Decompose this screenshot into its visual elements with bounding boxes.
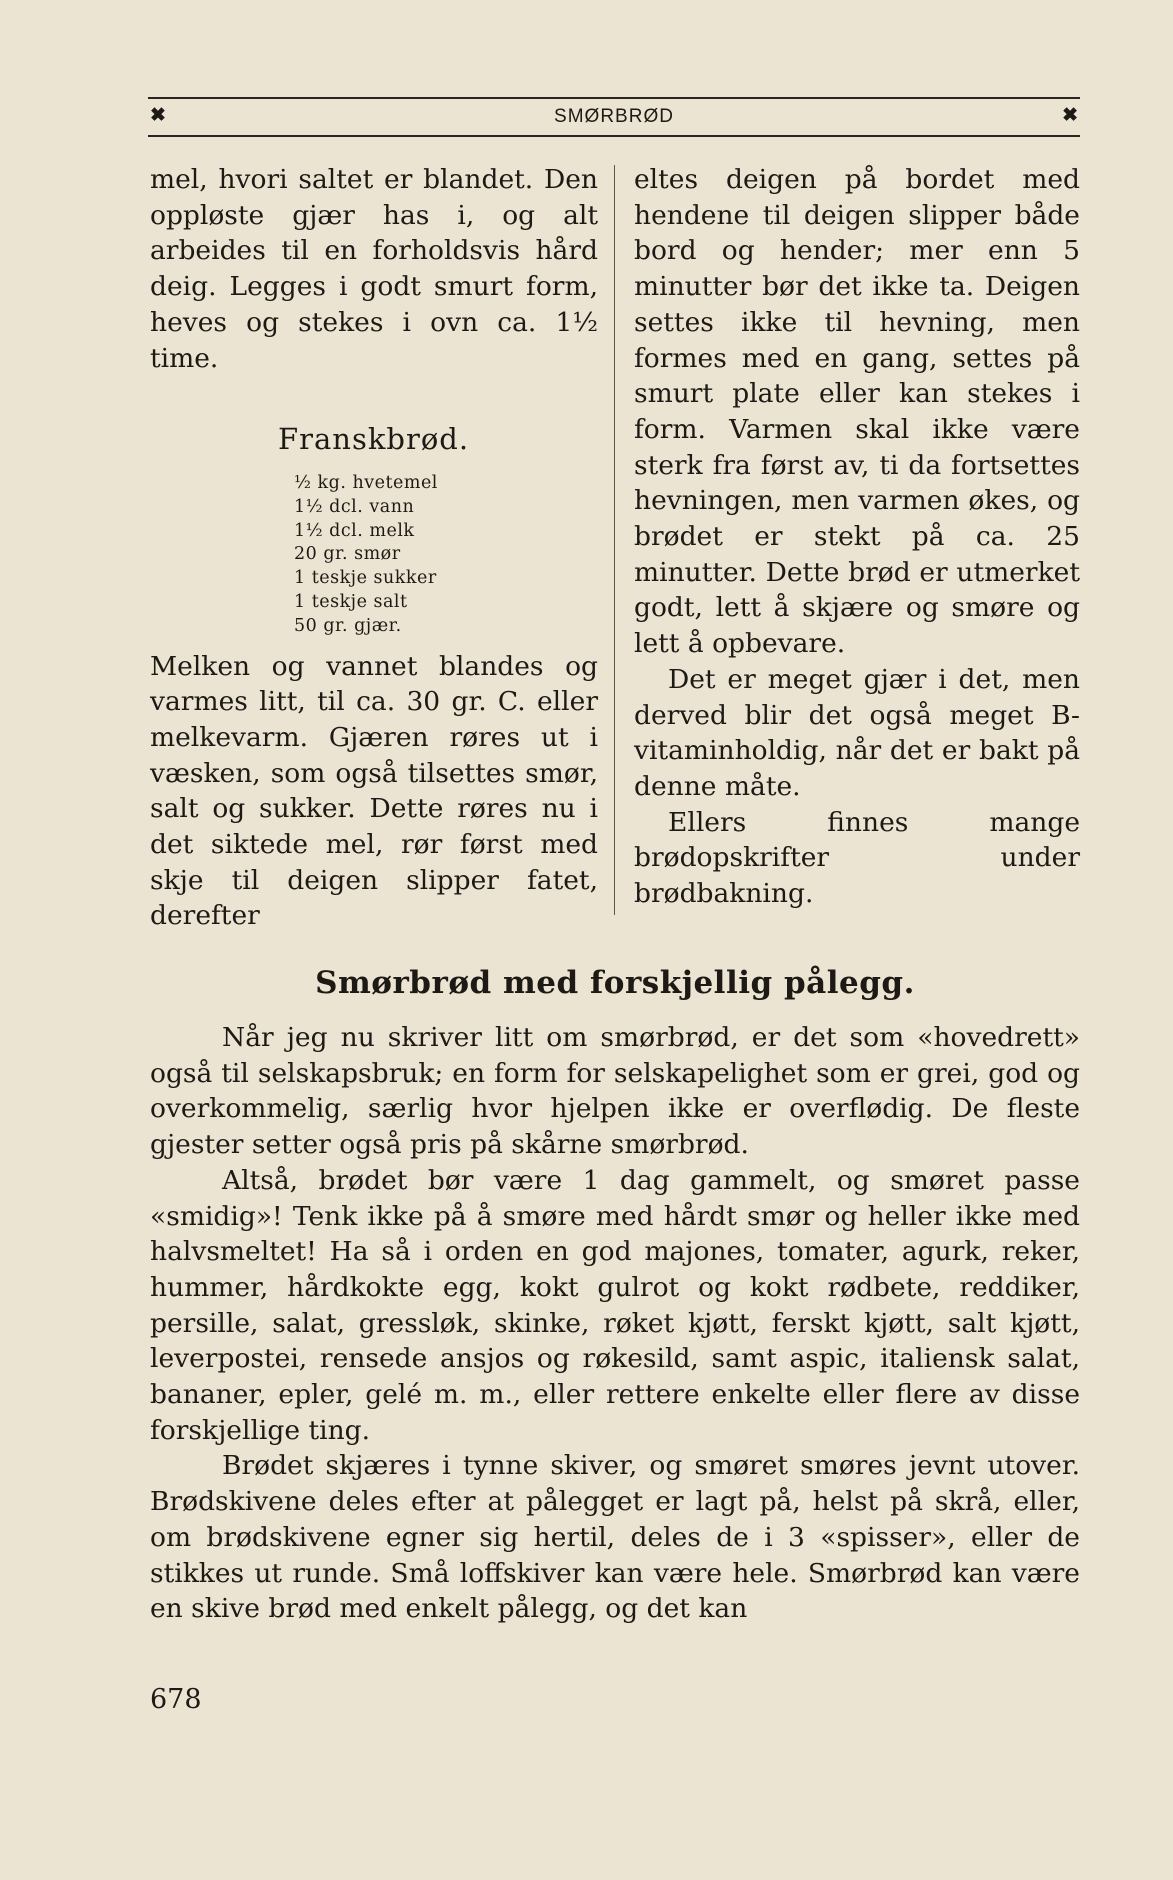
ingredient-list (294, 472, 598, 639)
ingredient-item: 1½ dcl. melk (294, 520, 415, 541)
recipe-title: Franskbrød. (278, 422, 470, 457)
body-paragraph: Når jeg nu skriver litt om smørbrød, er det som «hovedrett» også til selskapsbruk; en form for selskapelighet som er grei, god og overkommelig, særlig hvor hjelpen ikke er overflødig. De fleste gjester setter også pris på skårne smørbrød. (150, 1022, 1080, 1161)
method-continued-paragraph: eltes deigen på bordet med hendene til deigen slipper både bord og hender; mer enn 5 minutter bør det ikke ta. Deigen settes ikke til hevning, men formes med en gang, settes på smurt plate eller kan stekes i form. Varmen skal ikke være sterk fra først av, ti da fortsettes hevningen, men varmen økes, og brødet er stekt på ca. 25 minutter. Dette brød er utmerket godt, lett å skjære og smøre og lett å opbevare. (634, 164, 1080, 660)
header-ornament-right: ✖ (1062, 104, 1078, 126)
section-body (150, 1020, 1080, 1627)
column-divider (614, 165, 615, 915)
ingredient-item: ½ kg. hvetemel (294, 472, 438, 493)
vitamin-note-paragraph: Det er meget gjær i det, men derved blir det også meget B-vitaminholdig, når det er bakt på denne måte. (634, 663, 1080, 802)
ingredient-item: 20 gr. smør (294, 544, 401, 565)
intro-paragraph: mel, hvori saltet er blandet. Den oppløste gjær has i, og alt arbeides til en forholdsvis hård deig. Legges i godt smurt form, heves og stekes i ovn ca. 1½ time. (150, 164, 598, 374)
method-paragraph: Melken og vannet blandes og varmes litt, til ca. 30 gr. C. eller melkevarm. Gjæren røres ut i væsken, som også tilsettes smør, salt og sukker. Dette røres nu i det siktede mel, rør først med skje til deigen slipper fatet, derefter (150, 650, 598, 932)
body-paragraph: Altså, brødet bør være 1 dag gammelt, og smøret passe «smidig»! Tenk ikke på å smøre med hårdt smør og heller ikke med halvsmeltet! Ha så i orden en god majones, tomater, agurk, reker, hummer, hårdkokte egg, kokt gulrot og kokt rødbete, reddiker, persille, salat, gressløk, skinke, røket kjøtt, ferskt kjøtt, salt kjøtt, leverpostei, rensede ansjos og røkesild, samt aspic, italiensk salat, bananer, epler, gelé m. m., eller rettere enkelte eller flere av disse forskjellige ting. (150, 1164, 1080, 1446)
running-header (148, 97, 1080, 137)
ingredient-item: 1 teskje salt (294, 591, 408, 612)
ingredient-item: 1½ dcl. vann (294, 496, 415, 517)
running-header-title: SMØRBRØD (554, 106, 674, 127)
left-column (150, 162, 598, 934)
ingredient-item: 1 teskje sukker (294, 568, 437, 589)
reference-paragraph: Ellers finnes mange brødopskrifter under brødbakning. (634, 806, 1080, 910)
right-column (634, 162, 1080, 912)
body-paragraph: Brødet skjæres i tynne skiver, og smøret smøres jevnt utover. Brødskivene deles efter at pålegget er lagt på, helst på skrå, eller, om brødskivene egner sig hertil, deles de i 3 «spisser», eller de stikkes ut runde. Små loffskiver kan være hele. Smørbrød kan være en skive brød med enkelt pålegg, og det kan (150, 1450, 1080, 1625)
header-ornament-left: ✖ (150, 104, 166, 126)
ingredient-item: 50 gr. gjær. (294, 615, 402, 636)
page-number: 678 (150, 1684, 202, 1715)
section-title: Smørbrød med forskjellig pålegg. (315, 965, 915, 1001)
